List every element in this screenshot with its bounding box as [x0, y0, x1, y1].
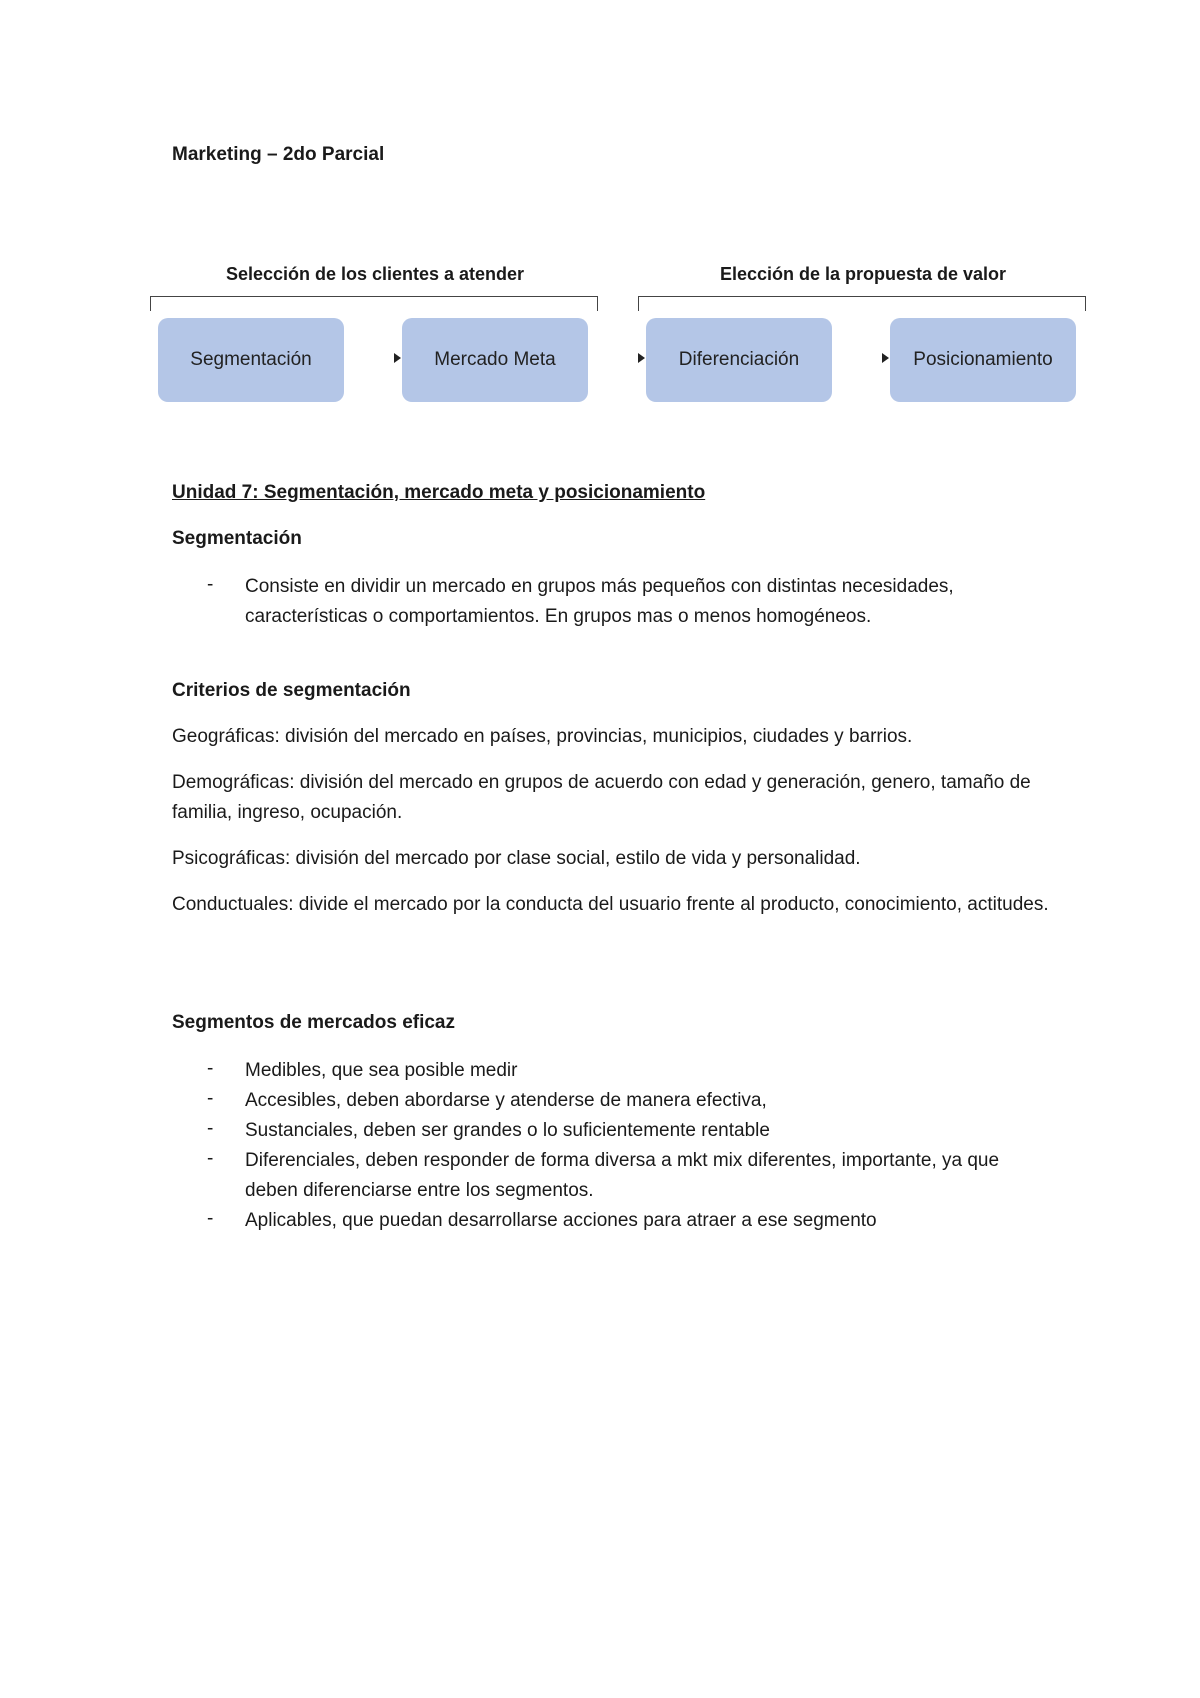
step-segmentacion: Segmentación: [158, 318, 344, 402]
effective-item: Aplicables, que puedan desarrollarse acciones para atraer a ese segmento: [245, 1210, 877, 1231]
bullet-dash: -: [207, 1088, 214, 1109]
effective-heading: Segmentos de mercados eficaz: [172, 1012, 455, 1033]
criteria-psychographic: Psicográficas: división del mercado por clase social, estilo de vida y personalidad.: [172, 848, 861, 869]
step-mercado-meta: Mercado Meta: [402, 318, 588, 402]
effective-item: Medibles, que sea posible medir: [245, 1060, 518, 1081]
effective-item: Accesibles, deben abordarse y atenderse de manera efectiva,: [245, 1090, 767, 1111]
document-title: Marketing – 2do Parcial: [172, 144, 385, 165]
segmentation-heading: Segmentación: [172, 528, 302, 549]
arrow-icon: [638, 353, 645, 363]
bracket-left: [150, 296, 598, 311]
effective-item: Diferenciales, deben responder de forma diversa a mkt mix diferentes, importante, ya que deben diferenciarse entre los segmentos.: [245, 1150, 1000, 1201]
group-label-clients: Selección de los clientes a atender: [225, 264, 525, 284]
bullet-dash: -: [207, 1118, 214, 1139]
criteria-demographic: Demográficas: división del mercado en grupos de acuerdo con edad y generación, genero, tamaño de familia, ingreso, ocupación.: [172, 772, 1031, 823]
step-diferenciacion: Diferenciación: [646, 318, 832, 402]
arrow-icon: [882, 353, 889, 363]
bullet-dash: -: [207, 1058, 214, 1079]
effective-item: Sustanciales, deben ser grandes o lo suficientemente rentable: [245, 1120, 770, 1141]
unit-title: Unidad 7: Segmentación, mercado meta y posicionamiento: [172, 482, 706, 503]
bracket-right: [638, 296, 1086, 311]
criteria-geographic: Geográficas: división del mercado en países, provincias, municipios, ciudades y barrios.: [172, 726, 913, 747]
segmentation-definition: Consiste en dividir un mercado en grupos más pequeños con distintas necesidades, características o comportamientos. En grupos mas o menos homogéneos.: [245, 576, 954, 627]
bullet-dash: -: [207, 574, 214, 595]
arrow-icon: [394, 353, 401, 363]
group-label-value: Elección de la propuesta de valor: [719, 264, 1007, 284]
bullet-dash: -: [207, 1148, 214, 1169]
step-posicionamiento: Posicionamiento: [890, 318, 1076, 402]
criteria-behavioral: Conductuales: divide el mercado por la conducta del usuario frente al producto, conocimiento, actitudes.: [172, 894, 1049, 915]
bullet-dash: -: [207, 1208, 214, 1229]
criteria-heading: Criterios de segmentación: [172, 680, 411, 701]
